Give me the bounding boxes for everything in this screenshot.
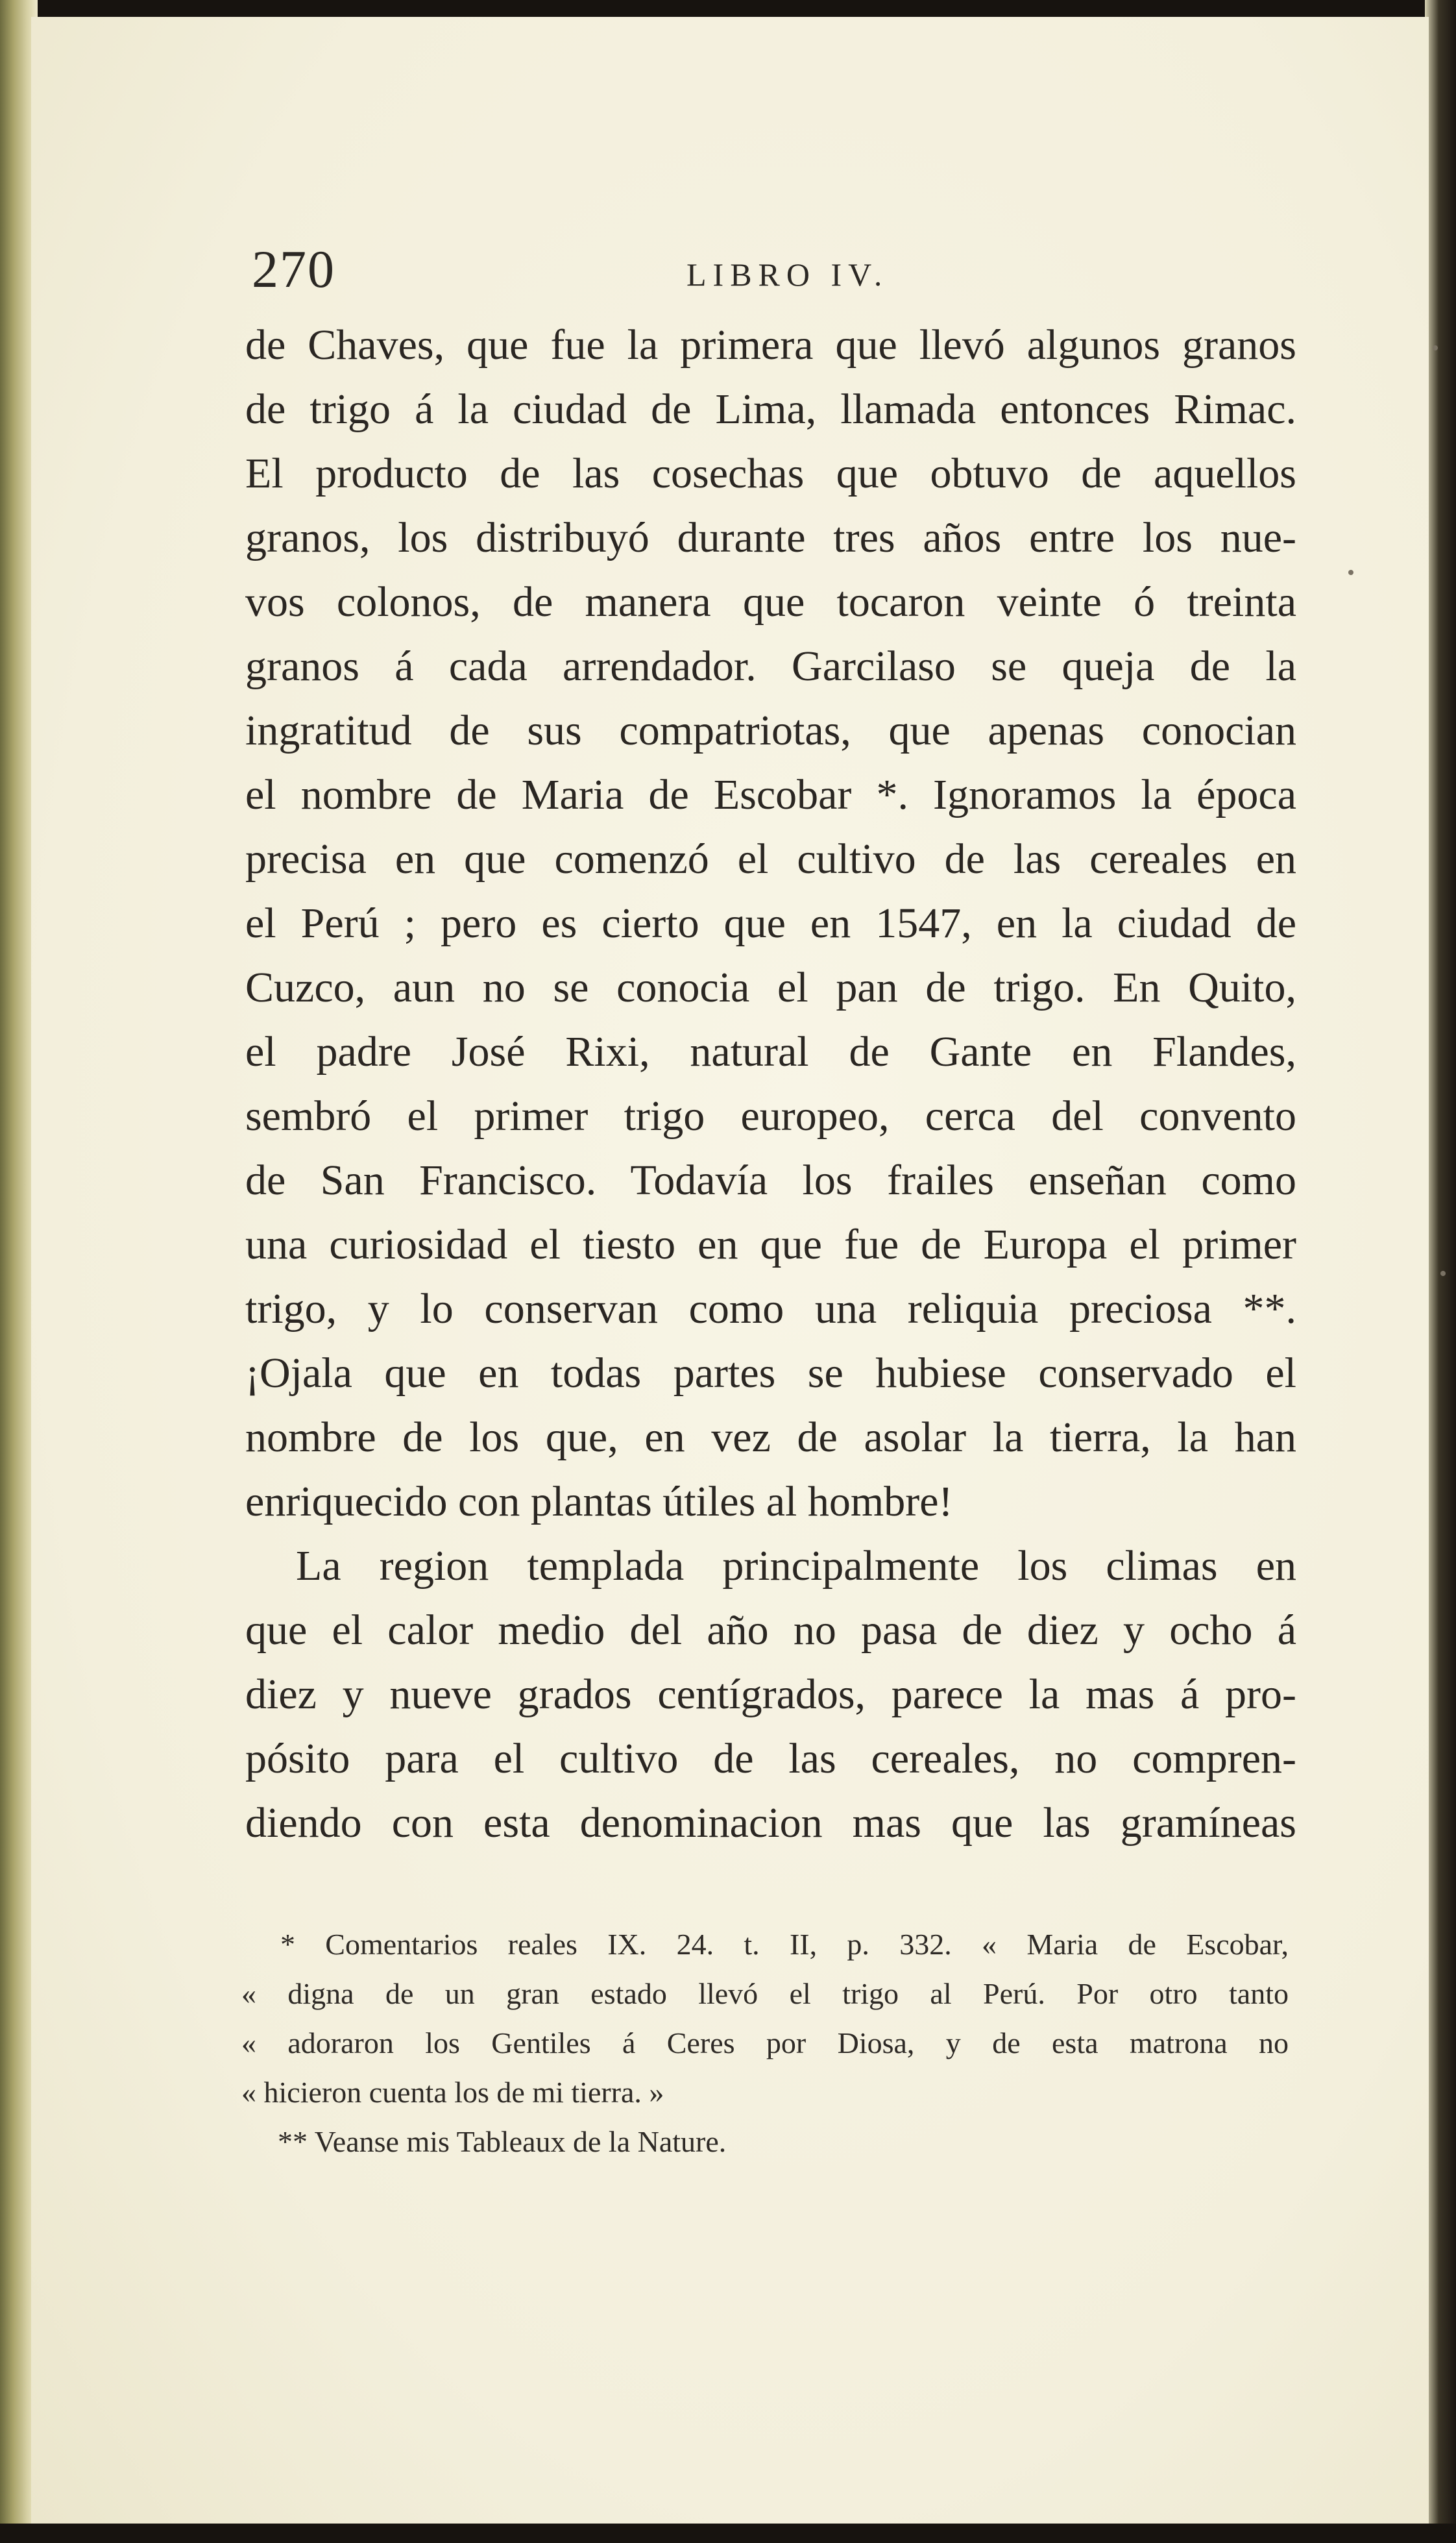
- running-head: LIBRO IV.: [686, 256, 889, 293]
- text-line: el Perú ; pero es cierto que en 1547, en la ciudad de: [245, 900, 1296, 947]
- ink-speck: [1348, 570, 1353, 575]
- text-line: diez y nueve grados centígrados, parece la mas á pro-: [245, 1671, 1296, 1718]
- text-line: que el calor medio del año no pasa de diez y ocho á: [245, 1606, 1296, 1654]
- page-header: [252, 239, 1303, 304]
- text-line: ¡Ojala que en todas partes se hubiese conservado el: [245, 1349, 1296, 1397]
- footnote-line: « digna de un gran estado llevó el trigo al Perú. Por otro tanto: [241, 1977, 1289, 2010]
- text-line: granos, los distribuyó durante tres años entre los nue-: [245, 514, 1296, 561]
- text-line: vos colonos, de manera que tocaron veinte ó treinta: [245, 578, 1296, 626]
- text-line: nombre de los que, en vez de asolar la tierra, la han: [245, 1414, 1296, 1461]
- text-line: de trigo á la ciudad de Lima, llamada entonces Rimac.: [245, 386, 1296, 433]
- body-text: [245, 313, 1296, 1855]
- text-line: trigo, y lo conservan como una reliquia preciosa **.: [245, 1285, 1296, 1333]
- footnotes: [241, 1920, 1289, 2167]
- scan-top-edge: [0, 0, 1456, 18]
- text-line: enriquecido con plantas útiles al hombre!: [245, 1478, 953, 1525]
- footnote-line: * Comentarios reales IX. 24. t. II, p. 332. « Maria de Escobar,: [280, 1928, 1289, 1961]
- text-line: de Chaves, que fue la primera que llevó algunos granos: [245, 321, 1296, 369]
- text-line: el padre José Rixi, natural de Gante en Flandes,: [245, 1028, 1296, 1075]
- footnote-line: « hicieron cuenta los de mi tierra. »: [241, 2076, 664, 2109]
- text-line: granos á cada arrendador. Garcilaso se queja de la: [245, 643, 1296, 690]
- text-line: de San Francisco. Todavía los frailes enseñan como: [245, 1157, 1296, 1204]
- text-line: una curiosidad el tiesto en que fue de Europa el primer: [245, 1221, 1296, 1268]
- scan-bottom-edge: [0, 2524, 1456, 2543]
- text-line: diendo con esta denominacion mas que las gramíneas: [245, 1799, 1296, 1847]
- footnote-line: « adoraron los Gentiles á Ceres por Diosa, y de esta matrona no: [241, 2026, 1289, 2059]
- text-line: Cuzco, aun no se conocia el pan de trigo. En Quito,: [245, 964, 1296, 1011]
- text-line: sembró el primer trigo europeo, cerca del convento: [245, 1092, 1296, 1140]
- text-line: ingratitud de sus compatriotas, que apenas conocian: [245, 707, 1296, 754]
- text-line: el nombre de Maria de Escobar *. Ignoramos la época: [245, 771, 1296, 818]
- page-number: 270: [252, 240, 335, 299]
- text-line: La region templada principalmente los climas en: [296, 1542, 1296, 1590]
- footnote-line: ** Veanse mis Tableaux de la Nature.: [278, 2125, 727, 2158]
- ink-speck: [1433, 345, 1438, 350]
- text-line: precisa en que comenzó el cultivo de las cereales en: [245, 835, 1296, 883]
- text-line: pósito para el cultivo de las cereales, no compren-: [245, 1735, 1296, 1782]
- text-line: El producto de las cosechas que obtuvo de aquellos: [245, 450, 1296, 497]
- ink-speck: [1440, 1271, 1446, 1276]
